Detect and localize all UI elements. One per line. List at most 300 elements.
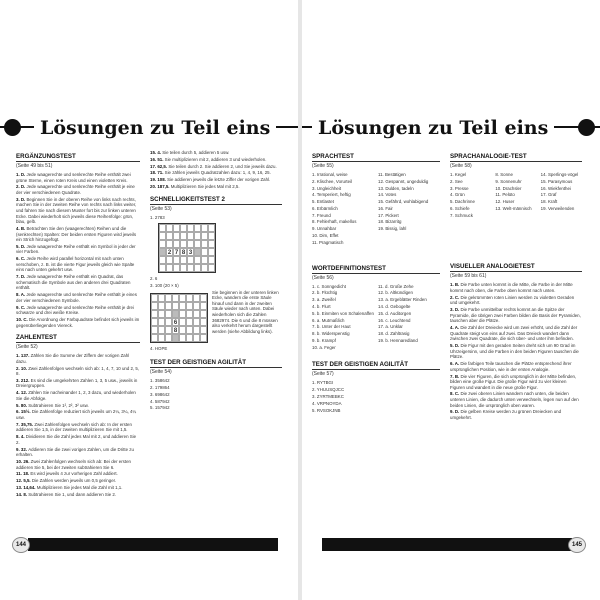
zahlentest-item-number: 20. 187,5. [150,183,171,189]
wort-item: 1. c. Sonngedicht [312,283,346,289]
grid-cell [158,294,165,302]
grid-cell [151,294,158,302]
zahlentest-item-text: Sie zählen jeweils Quadratzahlen dazu: 1, 4, 9, 16, 25. [164,170,271,176]
grid-cell [159,248,166,256]
ergaenzung-item [16,226,140,243]
ergaenzung-item-number: 1. D. [16,172,27,177]
grid-cell [200,294,207,302]
wort-item: 15. d. Auditorgen [378,310,412,316]
grid-cell [187,224,194,232]
sprach-item: 19. Bissig, lahl [378,226,407,232]
wort-col1 [312,284,374,352]
ergaenzung-item-number: 7. D. [16,274,27,280]
zahlentest-item-number: 12. 5,5. [16,478,32,484]
wort-title: WORTDEFINITIONSTEST [312,264,386,272]
grid-cell [158,334,165,342]
wort-item: 2. b. Flüchtig [312,290,338,296]
ergaenzung-item-text: Jede waagerechte und senkrechte Reihe enthält je eine der vier verschiedenen Quadrate. [16,184,135,195]
grid-cell [186,318,193,326]
zahlentest-item-number: 19. 108. [150,177,168,183]
wort-item: 16. c. Leuchtend [378,317,411,323]
ergaenzung-item [16,274,140,291]
grid-cell [180,232,187,240]
right-col-2 [450,150,582,422]
zahlentest-item-number: 1. 137. [16,353,31,359]
section-rule [150,204,282,205]
grid-cell [173,224,180,232]
wort-item: 9. b. Krampf [312,337,336,343]
ergaenzung-item-text: Jede waagerechte Reihe enthält ein Quadrat, das schematisch die Symbole aus den anderen drei Quadraten enthält. [16,274,131,291]
grid-cell [173,264,180,272]
grid-cell: 6 [173,319,178,326]
agil-left-list [150,378,282,411]
zahlentest-item-text: Multiplizieren Sie jedes Mal mit 2,5. [170,183,240,189]
sprach-item: 5. Entlastet [312,199,334,205]
left-heading-banner [0,113,298,143]
sprach-item: 2. Klischee, Vorurteil [312,178,353,184]
wort-item: 14. d. Gebogelte [378,303,411,309]
grid-cell [179,326,186,334]
puzzle-grid-2 [150,293,208,343]
zahlentest-item-number: 13. 14,64. [16,484,37,490]
visuell-item-text: Die farbigen Teile tauschen die Plätze entsprechend ihrer ursprünglichen Position, wie in der ersten Analogie. [450,361,572,372]
zahlentest-item-number: 11. 18. [16,471,31,477]
zahlentest-item [16,409,140,420]
agil-left-item: 2. 179864 [150,385,170,391]
wort-item: 6. a. Mutmaßlich [312,317,345,323]
sprach-item: 3. Ungleichheit [312,185,342,191]
grid-cell [200,310,207,318]
grid-cell [151,334,158,342]
zahlentest-item [150,170,282,176]
visuell-item-number: 9. D. [450,409,461,415]
sprach-item: 6. Erbärmlich [312,205,338,211]
zahlentest-item-text: Multiplizieren Sie jedes Mal die Zahl mit 1,1. [36,484,123,490]
zahlentest-item [16,403,140,409]
grid-cell [151,326,158,334]
grid-cell [159,240,166,248]
visuell-item-text: Die zwei oberen Linien wandern nach unten, die beiden unteren Linien, die dadurch unten verwechseln, legen nun auf den beiden Linien, die ursprünglich oben waren. [450,391,579,408]
zahlentest-item [16,422,140,433]
grid-cell [208,224,215,232]
grid-cell [180,256,187,264]
wort-item: 12. b. Altkündigen [378,290,413,296]
analogie-sub: (Seite 58) [450,163,472,169]
grid-cell [186,302,193,310]
grid-cell [194,248,201,256]
left-page [0,0,298,600]
grid-cell [180,224,187,232]
zahlentest-item [150,157,282,163]
zahlentest-item [16,353,140,364]
grid-cell [173,240,180,248]
left-page-number: 144 [12,537,30,553]
zahlentest-item-number: 15. 4. [150,150,163,155]
wort-item: 3. a. Zweifel [312,297,336,303]
right-heading: Lösungen zu Teil eins [312,113,554,143]
grid-cell [165,326,172,334]
zahlentest-item-number: 3. 212. [16,377,31,383]
analogie-item: 4. Grün [450,192,465,198]
zahlentest-item-number: 4. 12. [16,390,29,396]
schnell-answer-3: 3. 100 (20 × 5) [150,282,179,288]
analogie-item: 2. See [450,178,463,184]
agil-left-item: 4. 587942 [150,398,170,404]
zahlentest-item [150,184,282,190]
grid-cell [201,240,208,248]
wort-item: 5. b. Einmiten von Schalenaffen [312,310,374,316]
ergaenzung-item-text: Jede waagerechte und senkrechte Reihe enthält je drei schwarze und drei weiße Kreise. [16,304,134,316]
wort-item: 8. b. Widerspenstig [312,331,350,337]
grid-cell [186,310,193,318]
sprach-col1 [312,172,374,247]
zahlentest-item-number: 6. 15½. [16,409,32,415]
grid-cell [194,232,201,240]
agil-left-item: 1. 358642 [150,378,170,384]
zahlentest-item-text: Sie teilen durch 2. Sie addieren 2, und Sie jeweils dazu. [168,163,277,169]
wort-item: 7. b. Unter der Haut [312,324,351,330]
agil-right-item: 3. ZYRTMEBKC [312,393,344,399]
section-rule [16,161,140,162]
zahlentest-item-text: Es sind die umgekehrten Zahlen 1, 3, 5 usw., jeweils in Dreiergruppen. [16,377,138,389]
zahlentest-item-text: Die Zahlenfolge reduziert sich jeweils um 2¼, 3¼, 4¼ usw. [16,409,137,420]
left-footer-bar [28,538,278,551]
ergaenzung-item-number: 2. D. [16,184,27,190]
schnell-answer-2: 2. 6 [150,276,158,282]
analogie-item: 19. Verweilenden [540,205,575,211]
grid-cell [201,248,208,256]
grid-cell: 3 [188,250,193,257]
zahlentest-item-text: Zwei Zahlenfolgen wechseln sich ab: Bei der ersten addieren Sie 5, bei der zweiten subtrahieren Sie 6. [16,458,131,470]
visuell-item-text: Die gekrümmten roten Linien werden zu violetten Geraden und umgekehrt. [450,294,575,306]
wort-item: 10. a. Feger [312,344,336,350]
section-rule [150,367,282,368]
grid-cell [166,224,173,232]
grid-cell [208,264,215,272]
sprach-item: 11. Bestätigen [378,172,406,177]
left-col-2 [150,150,282,412]
zahlentest-item-text: Die Zahlen werden jeweils um 0,5 geringer. [31,478,117,484]
right-col-1 [312,150,440,414]
grid-cell [159,264,166,272]
agil-right-title: TEST DER GEISTIGEN AGILITÄT [312,361,409,369]
grid-cell [172,302,179,310]
grid-cell [201,232,208,240]
zahlentest-item-text: Subtrahieren Sie 1², 2², 3² usw. [28,402,89,408]
grid-cell [165,310,172,318]
grid-cell [201,256,208,264]
grid-cell [158,302,165,310]
grid-cell: 8 [181,250,186,257]
grid-cell [186,294,193,302]
zahlentest-item [16,366,140,377]
zahlentest-item-text: Sie multiplizieren mit 2, addieren 3 und wiederholen. [164,156,267,162]
grid-cell [208,232,215,240]
analogie-item: 5. Dachrinne [450,199,475,205]
right-page-number: 145 [568,537,586,553]
zahlentest-item-number: 14. 8. [16,491,29,497]
grid-cell [166,232,173,240]
grid-cell [179,318,186,326]
grid-cell [194,224,201,232]
analogie-item: 11. Pelüto [495,192,515,198]
sprach-item: 15. Gefährd, wohlabigend [378,199,429,205]
agil-right-item: 4. VRPNOYDA [312,400,342,406]
zahlentest-item [16,459,140,470]
ergaenzung-item [16,292,140,303]
grid-cell [159,224,166,232]
grid-cell [186,334,193,342]
zahlentest-item-number: 16. 51. [150,156,165,162]
analogie-col2 [495,172,536,219]
grid-cell [201,264,208,272]
grid-cell [208,240,215,248]
grid-cell [165,334,172,342]
ergaenzung-item-text: Beginnen Sie in der oberen Reihe von links nach rechts, machen Sie in der zweiten Reihe von rechts nach links weiter, und fahren Sie nach diesem Muster fort bis zur linken unteren Ecke. Dabei wiederholt sich jeweils diese Reihenfolge: grün, blau, gelb. [16,196,137,225]
zahlentest-item-text: Addieren Sie die zwei vorigen Zahlen, um die Dritte zu erhalten. [16,446,134,458]
analogie-item: 10. Drachsler [495,185,522,191]
grid-cell [159,232,166,240]
sprach-item: 8. Fehlerhaft, makellos [312,219,357,225]
ergaenzung-item-number: 3. D. [16,196,27,202]
grid-cell [173,256,180,264]
ergaenzungstest-title: ERGÄNZUNGSTEST [16,153,76,160]
sprach-sub: (Seite 55) [312,163,334,169]
grid-cell [165,318,172,326]
agil-right-item: 2. YHUUSQJCC [312,387,345,393]
visuell-list [450,282,582,420]
ergaenzung-item [16,244,140,255]
visuell-item-number: 5. D. [450,343,461,349]
zahlentest-item-text: Subtrahieren Sie 1, und dann addieren Sie 2. [28,491,117,497]
wort-item: 13. a. Ergeblätter Rinden [378,297,427,303]
sprach-item: 7. Freund [312,212,331,218]
grid-cell [193,326,200,334]
zahlentest-item-text: Es wird jeweils 4 zur vorherigen Zahl addiert. [30,471,118,477]
grid-cell [159,256,166,264]
zahlentest-item-number: 2. 10. [16,365,29,371]
schnell-answer-1: 1. 2783 [150,214,165,220]
analogie-item: 6. Schiefe [450,205,470,211]
visuell-item-number: 2. C. [450,294,461,300]
grid-cell [172,334,179,342]
visuell-item-number: 6. A. [450,361,461,367]
ergaenzung-item-number: 4. B. [16,225,27,231]
grid-cell [200,334,207,342]
left-heading: Lösungen zu Teil eins [34,113,276,143]
analogie-item: 3. Presse [450,185,469,191]
grid-cell [187,240,194,248]
visuell-item [450,282,582,293]
sprach-item: 4. Temperiert, heftig [312,192,351,198]
ergaenzung-item-text: Jede waagerechte und senkrechte Reihe enthält je eines der vier verschiedenen Symbole. [16,292,137,303]
grid-cell [193,318,200,326]
wort-item: 19. b. Hennaredland [378,337,418,343]
sprach-item: 12. Gespannt, ungeduldig [378,178,429,184]
visuell-item-text: Die gelben Kreise werden zu grünen Dreiecken und umgekehrt. [450,409,562,421]
agil-left-item: 3. 698642 [150,391,170,397]
grid-cell: 8 [173,327,178,334]
analogie-col3 [541,172,582,219]
zahlentest-item-text: Zwei Zahlenfolgen wechseln sich ab: In der ersten addieren Sie 1,5, in der zweiten multiplizieren Sie mit 1,5. [16,421,132,433]
grid-cell [186,326,193,334]
visuell-item-number: 3. D. [450,307,461,313]
sprach-title: SPRACHTEST [312,153,354,160]
section-rule [312,161,440,162]
zahlentest-item-text: Zählen Sie nacheinander 1, 2, 3 dazu, und wiederholen Sie die Abfolge. [16,390,136,401]
zahlentest-item [16,378,140,389]
analogie-item: 8. Sonne [495,172,513,177]
zahlentest-item-number: 8. 4. [16,434,26,440]
visuell-item-text: Die Zahl der Dreiecke wird um zwei erhöht, und die Zahl der Quadrate steigt von eins auf zwei. Das Dreieck wandert dann zwischen zwei Quadrate, die sich über- und unter ihm befinden. [450,325,578,342]
visuell-item [450,325,582,342]
agil-left-title: TEST DER GEISTIGEN AGILITÄT [150,359,247,367]
visuell-item-number: 8. C. [450,391,461,397]
ergaenzung-item [16,197,140,225]
zahlentest-item-text: Zwei Zahlenfolgen wechseln sich ab: 1, 4, 7, 10 und 2, 5, 8. [16,365,140,377]
zahlentest-item-text: Dividieren Sie die Zahl jedes Mal mit 2, und addieren Sie 2. [16,434,137,445]
zahlentest-item [150,150,282,156]
grid-cell [187,256,194,264]
grid-cell [193,310,200,318]
grid-cell [193,302,200,310]
visuell-item-text: Die vier Figuren, die sich ursprünglich in der Mitte befinden, bilden eine große Figur. Die große Figur wird zu vier kleinen Figuren und wandert in die neue große Figur. [450,373,577,390]
schnell-answer-4: 4. HOPE [150,345,168,351]
analogie-item: 17. Graf [540,192,557,198]
grid-cell [201,224,208,232]
agil-right-sub: (Seite 57) [312,371,334,378]
schnell-answer-3-block [150,290,282,346]
ergaenzung-item [16,172,140,183]
zahlentest-sub: (Seite 52) [16,344,38,351]
sprach-item: 16. Fair [378,205,393,211]
left-col-1 [16,150,140,498]
sprach-item: 11. Pragmatisch [312,239,344,245]
grid-cell [200,302,207,310]
sprach-col2 [378,172,440,247]
agil-right-item: 5. RVSOKJNB [312,407,341,413]
grid-cell [193,294,200,302]
right-footer-bar [322,538,572,551]
schnell-sub: (Seite 53) [150,205,172,212]
grid-cell [194,240,201,248]
ergaenzung-item [16,184,140,195]
schnell-title: SCHNELLIGKEITSTEST 2 [150,195,225,203]
grid-cell [151,318,158,326]
grid-cell [158,318,165,326]
grid-cell [172,310,179,318]
grid-cell [208,256,215,264]
ergaenzungstest-sub: (Seite 49 bis 51) [16,163,53,169]
ergaenzung-item-text: Jede waagerechte und senkrechte Reihe enthält zwei grüne Sterne, einen roten Kreis und einen violetten Kreis. [16,172,131,183]
zahlentest-item [16,471,140,477]
sprach-answers [312,172,440,247]
grid-cell [179,334,186,342]
grid-cell: 2 [167,250,172,257]
right-heading-banner [302,113,600,143]
zahlentest-item-number: 7. 35,75. [16,421,35,427]
analogie-item: 15. Parasymous [540,178,573,184]
analogie-title: SPRACHANALOGIE-TEST [450,153,527,160]
grid-cell [166,240,173,248]
zahlentest-item [150,164,282,170]
visuell-item-number: 7. B. [450,373,461,379]
sprach-item: 9. Unnahbar [312,226,337,232]
schnell-answer-3-note: Sie beginnen in der unteren linken Ecke, wandern die erste Säule hinauf und dann in der zweiten Säule wieder nach unten. Dabei wiederholen sich die Zahlen 3682974. Die 6 und die 8 müssen also verkehrt herum dargestellt werden (siehe Abbildung links). [212,289,279,334]
analogie-item: 1. Kegel [450,172,467,177]
visuell-title: VISUELLER ANALOGIETEST [450,263,535,271]
agil-right-item: 1. RYTBGI [312,380,334,386]
grid-cell [172,294,179,302]
ergaenzung-item-number: 8. A. [16,292,27,298]
sprach-item: 1. Irrational, weise [312,172,348,177]
zahlentest-title: ZAHLENTEST [16,334,57,342]
zahlentest-item-text: Zählen Sie die Summe der Ziffern der vorigen Zahl dazu. [16,353,130,364]
zahlentest-item-number: 5. 80. [16,402,29,408]
ergaenzung-item-text: Die Anordnung der Farbquadrate befindet sich jeweils im gegenüberliegenden Viereck. [16,316,140,328]
grid-cell [208,248,215,256]
zahlentest-item [150,177,282,183]
sprach-item: 14. Votes [378,192,397,198]
wort-sub: (Seite 56) [312,274,334,281]
analogie-answers [450,172,582,219]
wort-answers [312,284,440,352]
grid-cell [179,310,186,318]
ergaenzung-item-number: 5. D. [16,243,27,249]
zahlentest-item [16,447,140,458]
analogie-item: 16. Wiekfenthei [540,185,571,191]
grid-cell [180,240,187,248]
analogie-item: 7. Schmuck [450,212,473,218]
grid-cell [187,232,194,240]
grid-cell [200,326,207,334]
analogie-col1 [450,172,491,219]
zahlentest-item [16,485,140,491]
grid-cell [166,256,173,264]
ergaenzung-item-text: Jede waagerechte Reihe enthält ein Symbol in jeder der vier Farben. [16,243,136,255]
visuell-item-number: 1. B. [450,282,461,288]
sprach-item: 10. Dim, Effet [312,233,339,239]
zahlentest-item-number: 17. 62,5. [150,163,169,169]
grid-cell [179,302,186,310]
grid-cell [166,264,173,272]
zahlentest-cont-list [150,150,282,190]
wort-item: 17. a. Unklar [378,324,403,330]
grid-cell [158,326,165,334]
section-rule [450,271,582,272]
grid-cell [179,294,186,302]
zahlentest-item [16,478,140,484]
ergaenzung-item-number: 9. C. [16,304,27,310]
puzzle-grid-1 [158,223,216,273]
visuell-item [450,307,582,324]
grid-cell: 7 [174,250,179,257]
grid-cell [180,264,187,272]
ergaenzung-item [16,305,140,316]
grid-cell [187,264,194,272]
zahlentest-item-number: 18. 71. [150,170,165,176]
ergaenzung-item-number: 10. C. [16,316,29,322]
agil-right-list [312,380,440,413]
sprach-item: 17. Pickert [378,212,399,218]
visuell-item-text: Die Figur mit den geraden Seiten dreht sich um 90 Grad im Uhrzeigersinn, und die Farben in den beiden Figuren tauschen die Plätze. [450,343,579,360]
heading-dot-icon [4,119,21,136]
section-rule [312,273,440,274]
sprach-item: 18. Bizarritg [378,219,402,225]
section-rule [312,369,440,370]
analogie-item: 13. Welt-männisch [495,205,532,211]
grid-cell [173,232,180,240]
